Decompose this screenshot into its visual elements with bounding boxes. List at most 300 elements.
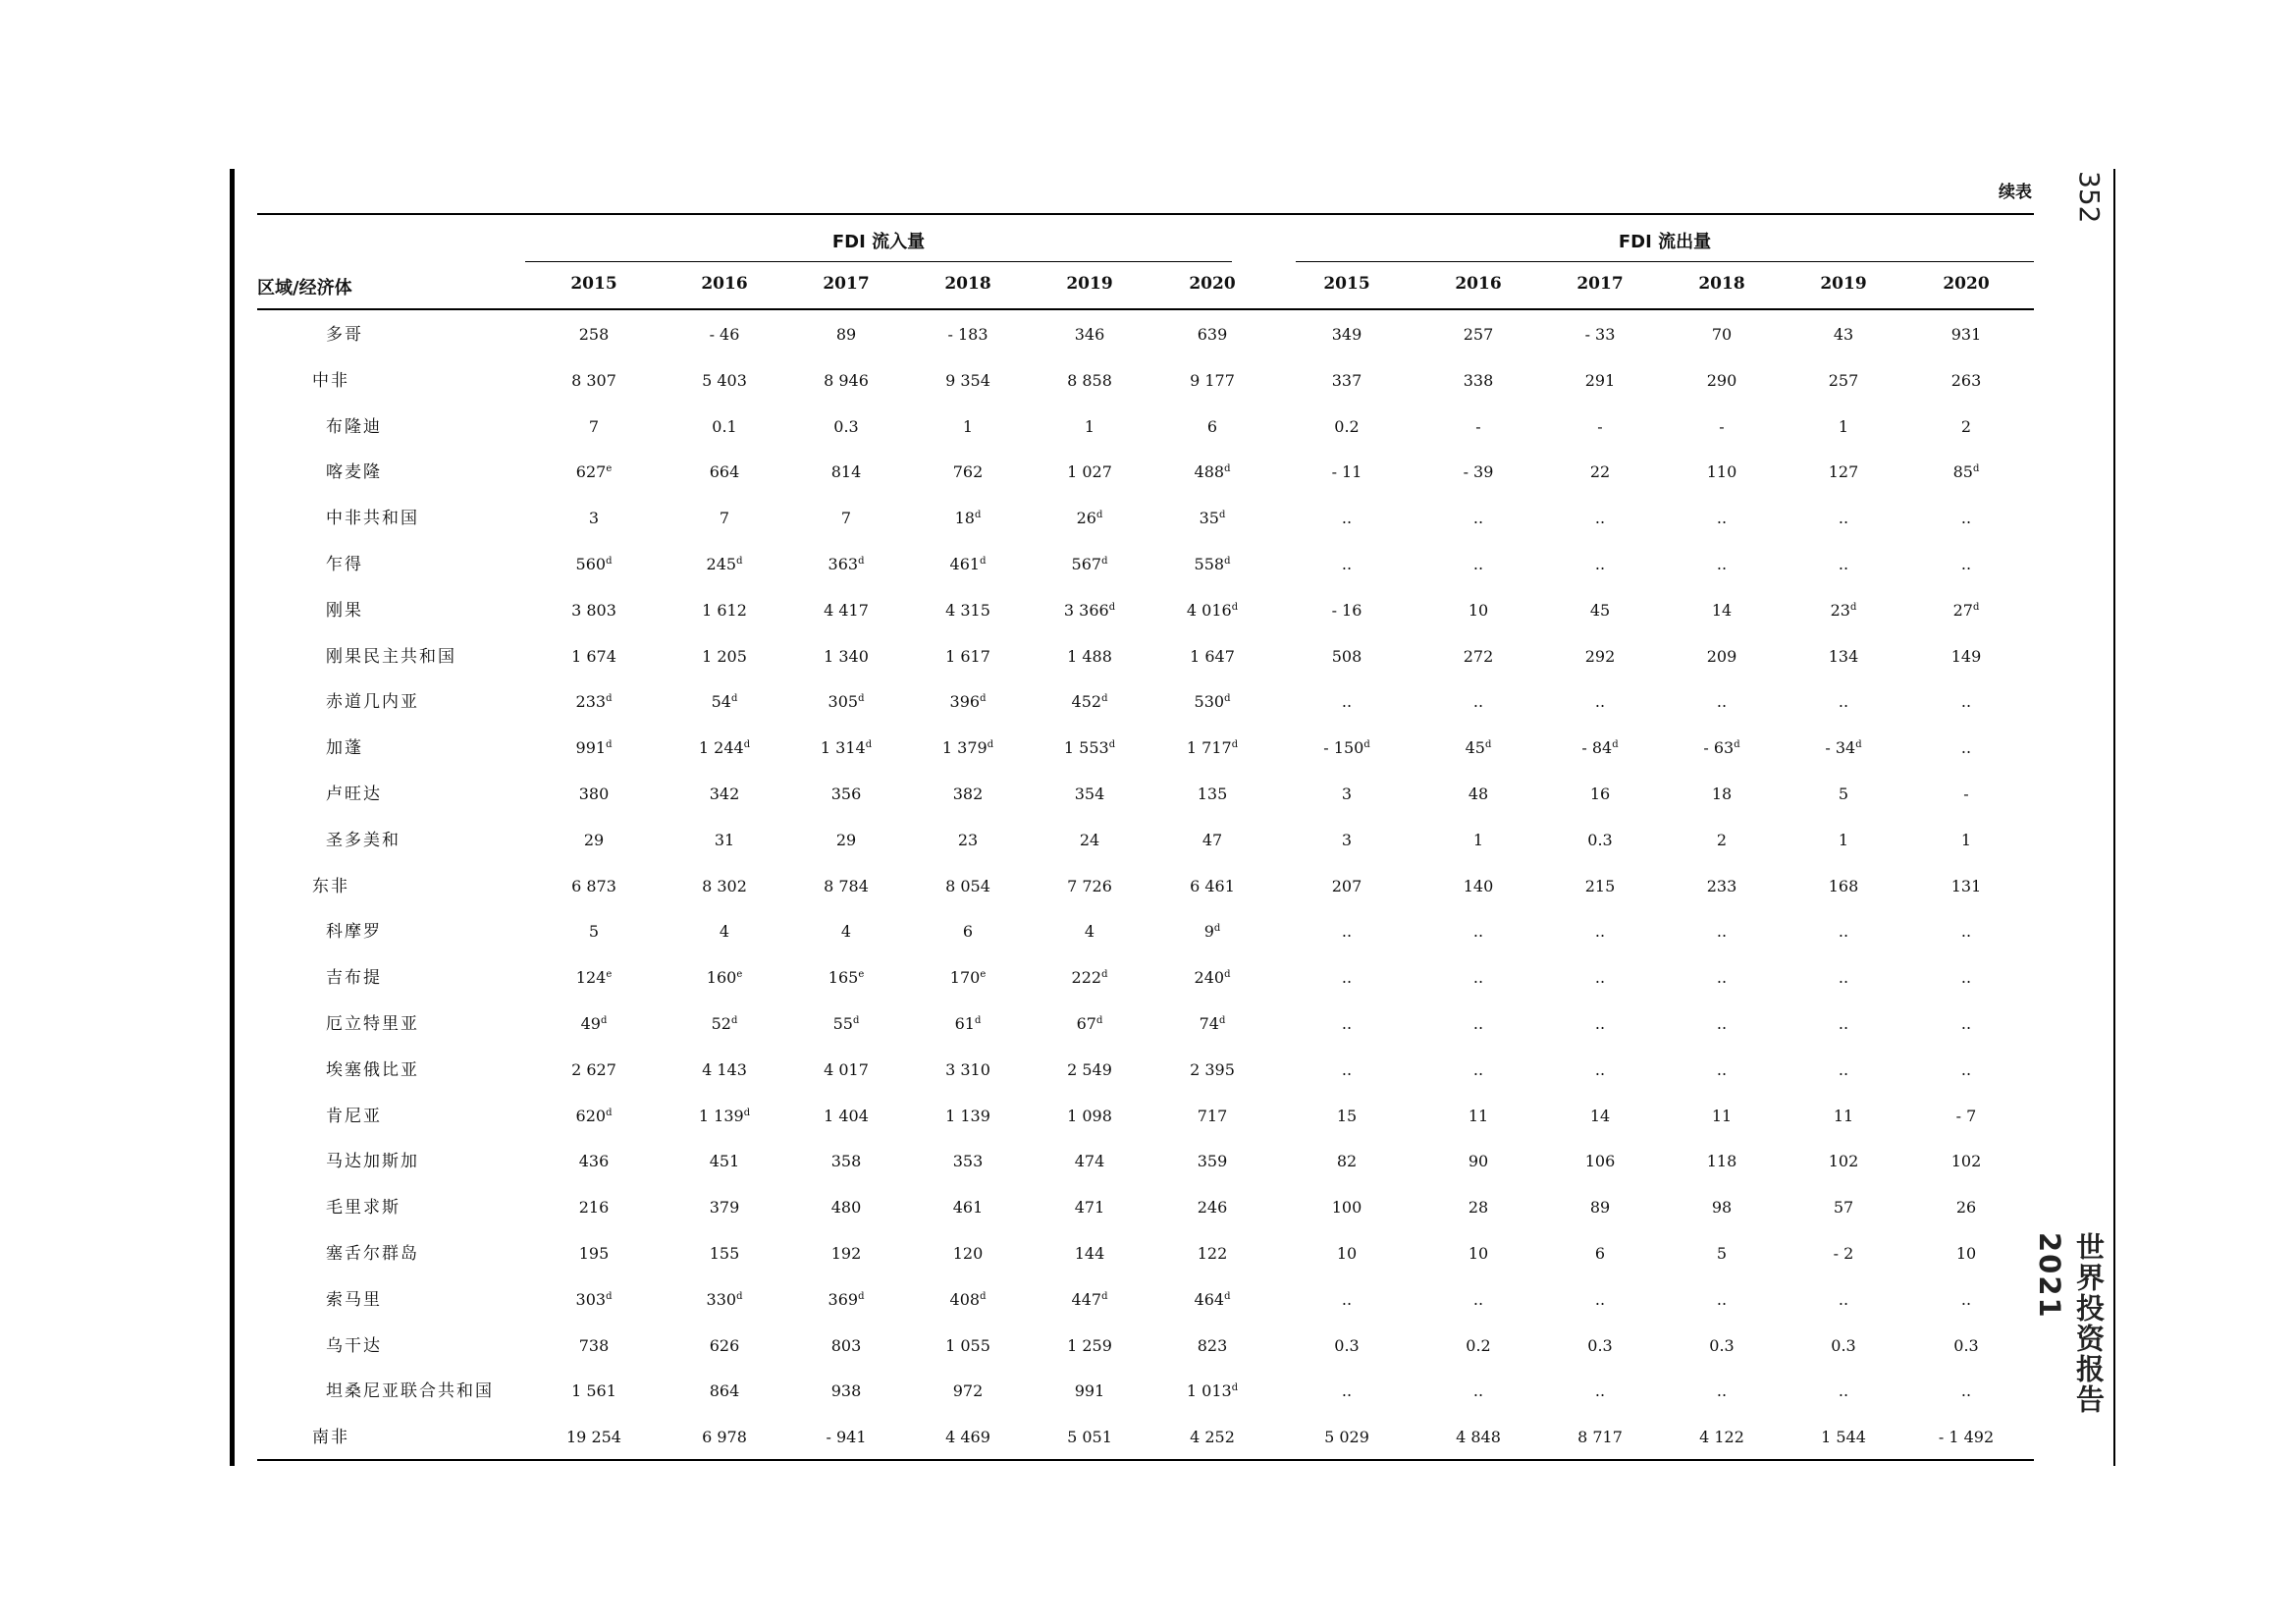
footnote-marker: d	[858, 693, 865, 705]
cell-value: ..	[1716, 1289, 1728, 1309]
inflow-value-cell	[680, 1326, 769, 1366]
inflow-value-cell	[1045, 729, 1134, 768]
cell-value: 4 848	[1456, 1428, 1501, 1447]
cell-value: 353	[952, 1152, 984, 1171]
table-row	[0, 315, 2296, 354]
footnote-marker: d	[1231, 1382, 1239, 1394]
outflow-value-cell	[1434, 1280, 1522, 1320]
outflow-value-cell	[1922, 1418, 2010, 1457]
outflow-value-cell	[1303, 315, 1391, 354]
cell-value: ..	[1716, 1381, 1728, 1401]
economy-name: 赤道几内亚	[326, 692, 419, 713]
outflow-value-cell	[1303, 821, 1391, 860]
outflow-value-cell	[1678, 1234, 1766, 1273]
outflow-value-cell	[1303, 591, 1391, 630]
inflow-value-cell	[680, 591, 769, 630]
outflow-value-cell	[1556, 1280, 1644, 1320]
cell-value: 396	[949, 692, 981, 712]
cell-value: - 11	[1331, 462, 1362, 482]
outflow-value-cell	[1434, 1326, 1522, 1366]
inflow-value-cell	[1168, 453, 1256, 492]
cell-value: 5 029	[1324, 1428, 1369, 1447]
outflow-value-cell	[1556, 1097, 1644, 1136]
cell-value: 48	[1468, 785, 1489, 803]
footnote-marker: d	[730, 1015, 738, 1026]
footnote-marker: d	[1231, 601, 1239, 613]
outflow-value-cell	[1799, 453, 1888, 492]
cell-value: 14	[1711, 600, 1733, 620]
outflow-value-cell	[1922, 545, 2010, 584]
cell-value: 1	[1084, 416, 1095, 436]
inflow-value-cell	[550, 1097, 638, 1136]
outflow-year-header: 2016	[1455, 274, 1502, 294]
economy-name: 乍得	[326, 555, 363, 574]
inflow-year-header: 2016	[701, 274, 748, 294]
inflow-value-cell	[1045, 407, 1134, 447]
footnote-marker: d	[980, 693, 987, 705]
footnote-marker: d	[606, 1107, 613, 1118]
inflow-value-cell	[1168, 958, 1256, 998]
footnote-marker: e	[980, 969, 987, 981]
outflow-value-cell	[1799, 1418, 1888, 1457]
cell-value: 131	[1950, 876, 1982, 895]
outflow-value-cell	[1678, 545, 1766, 584]
inflow-value-cell	[1045, 1280, 1134, 1320]
outflow-value-cell	[1678, 1142, 1766, 1181]
outflow-value-cell	[1434, 453, 1522, 492]
inflow-value-cell	[802, 1142, 890, 1181]
cell-value: 1 553	[1063, 738, 1109, 758]
inflow-value-cell	[924, 867, 1012, 906]
outflow-value-cell	[1434, 315, 1522, 354]
cell-value: 762	[952, 462, 984, 482]
cell-value: 0.3	[1709, 1335, 1735, 1355]
outflow-value-cell	[1678, 1326, 1766, 1366]
cell-value: 342	[709, 785, 740, 803]
cell-value: 2 395	[1190, 1059, 1235, 1079]
cell-value: 7 726	[1067, 876, 1112, 895]
cell-value: 49	[580, 1014, 601, 1033]
inflow-value-cell	[1045, 545, 1134, 584]
inflow-value-cell	[680, 361, 769, 401]
cell-value: -	[1475, 416, 1481, 436]
outflow-value-cell	[1556, 361, 1644, 401]
header-bottom-rule	[257, 308, 2034, 310]
cell-value: 1 259	[1067, 1335, 1112, 1355]
table-row	[0, 1234, 2296, 1273]
cell-value: - 63	[1703, 738, 1735, 758]
cell-value: 1 404	[824, 1106, 869, 1125]
economy-name: 中非共和国	[326, 509, 419, 529]
outflow-value-cell	[1556, 958, 1644, 998]
outflow-value-cell	[1678, 867, 1766, 906]
inflow-value-cell	[802, 821, 890, 860]
cell-value: 1 055	[945, 1335, 990, 1355]
cell-value: ..	[1594, 509, 1606, 528]
inflow-value-cell	[550, 867, 638, 906]
footnote-marker: d	[987, 739, 994, 751]
cell-value: ..	[1594, 1014, 1606, 1033]
outflow-value-cell	[1556, 1004, 1644, 1044]
inflow-value-cell	[1168, 407, 1256, 447]
cell-value: 16	[1589, 785, 1611, 803]
inflow-value-cell	[550, 1418, 638, 1457]
cell-value: 100	[1331, 1198, 1362, 1218]
cell-value: 0.3	[1334, 1335, 1360, 1355]
inflow-value-cell	[1045, 591, 1134, 630]
outflow-value-cell	[1303, 1418, 1391, 1457]
cell-value: ..	[1838, 1014, 1849, 1033]
footnote-marker: d	[743, 1107, 751, 1118]
outflow-value-cell	[1434, 1234, 1522, 1273]
inflow-value-cell	[1045, 912, 1134, 951]
cell-value: ..	[1594, 692, 1606, 712]
inflow-value-cell	[1168, 1097, 1256, 1136]
cell-value: 120	[952, 1244, 984, 1263]
inflow-value-cell	[802, 315, 890, 354]
cell-value: 814	[830, 462, 862, 482]
inflow-value-cell	[924, 821, 1012, 860]
inflow-value-cell	[550, 591, 638, 630]
cell-value: ..	[1960, 1014, 1972, 1033]
cell-value: 4 417	[824, 600, 869, 620]
inflow-value-cell	[680, 867, 769, 906]
cell-value: - 150	[1323, 738, 1364, 758]
cell-value: 257	[1463, 325, 1494, 344]
cell-value: 9 354	[945, 370, 990, 390]
cell-value: 567	[1071, 555, 1102, 573]
cell-value: 47	[1201, 830, 1223, 849]
cell-value: 864	[709, 1381, 740, 1401]
inflow-value-cell	[680, 1097, 769, 1136]
cell-value: 29	[835, 830, 857, 849]
inflow-value-cell	[1168, 361, 1256, 401]
inflow-value-cell	[802, 958, 890, 998]
cell-value: 0.1	[712, 416, 737, 436]
inflow-value-cell	[1045, 1326, 1134, 1366]
outflow-value-cell	[1922, 453, 2010, 492]
cell-value: 471	[1074, 1198, 1105, 1218]
outflow-value-cell	[1303, 1326, 1391, 1366]
inflow-value-cell	[1045, 361, 1134, 401]
cell-value: 1	[1472, 830, 1484, 849]
inflow-value-cell	[802, 775, 890, 814]
cell-value: 447	[1071, 1289, 1102, 1309]
cell-value: 67	[1076, 1014, 1096, 1033]
inflow-value-cell	[802, 1004, 890, 1044]
footnote-marker: d	[1484, 739, 1492, 751]
outflow-value-cell	[1434, 682, 1522, 722]
table-row	[0, 1280, 2296, 1320]
outflow-value-cell	[1678, 591, 1766, 630]
inflow-value-cell	[680, 407, 769, 447]
inflow-value-cell	[1045, 1142, 1134, 1181]
footnote-marker: d	[736, 1290, 743, 1302]
cell-value: 358	[830, 1152, 862, 1171]
cell-value: 102	[1950, 1152, 1982, 1171]
cell-value: 972	[952, 1381, 984, 1401]
cell-value: 45	[1465, 738, 1485, 758]
inflow-value-cell	[1045, 499, 1134, 538]
table-row	[0, 1097, 2296, 1136]
outflow-value-cell	[1678, 1418, 1766, 1457]
inflow-value-cell	[1045, 453, 1134, 492]
inflow-value-cell	[680, 775, 769, 814]
cell-value: 170	[949, 968, 981, 988]
inflow-value-cell	[550, 637, 638, 677]
outflow-value-cell	[1922, 682, 2010, 722]
outflow-value-cell	[1799, 1004, 1888, 1044]
cell-value: 124	[575, 968, 607, 988]
economy-name: 多哥	[326, 325, 363, 345]
inflow-value-cell	[1045, 1004, 1134, 1044]
inflow-value-cell	[924, 1326, 1012, 1366]
cell-value: 6 873	[571, 876, 616, 895]
cell-value: 55	[832, 1014, 853, 1033]
cell-value: 738	[578, 1335, 610, 1355]
cell-value: 4 016	[1186, 600, 1232, 620]
cell-value: 258	[578, 325, 610, 344]
footnote-marker: d	[600, 1015, 608, 1026]
footnote-marker: d	[980, 1290, 987, 1302]
outflow-value-cell	[1922, 867, 2010, 906]
outflow-value-cell	[1434, 729, 1522, 768]
footnote-marker: d	[1224, 969, 1231, 981]
inflow-group-rule	[525, 261, 1232, 262]
footnote-marker: d	[1101, 969, 1108, 981]
outflow-value-cell	[1678, 1372, 1766, 1411]
cell-value: 2	[1716, 830, 1728, 849]
inflow-value-cell	[1168, 867, 1256, 906]
cell-value: 452	[1071, 692, 1102, 712]
table-row	[0, 729, 2296, 768]
inflow-value-cell	[680, 453, 769, 492]
inflow-year-header: 2017	[823, 274, 870, 294]
footnote-marker: e	[858, 969, 865, 981]
cell-value: ..	[1716, 555, 1728, 573]
inflow-value-cell	[550, 1142, 638, 1181]
cell-value: 6	[1594, 1244, 1606, 1263]
cell-value: ..	[1472, 509, 1484, 528]
table-bottom-rule	[257, 1459, 2034, 1461]
cell-value: 1 205	[702, 646, 747, 666]
cell-value: 89	[1589, 1198, 1611, 1218]
cell-value: 0.3	[1953, 1335, 1979, 1355]
cell-value: 245	[706, 555, 737, 573]
cell-value: 931	[1950, 325, 1982, 344]
inflow-value-cell	[802, 637, 890, 677]
outflow-value-cell	[1434, 361, 1522, 401]
footnote-marker: d	[1101, 1290, 1108, 1302]
cell-value: 165	[828, 968, 859, 988]
outflow-value-cell	[1799, 407, 1888, 447]
outflow-value-cell	[1799, 729, 1888, 768]
outflow-year-header: 2015	[1323, 274, 1370, 294]
inflow-value-cell	[550, 1004, 638, 1044]
outflow-value-cell	[1556, 1234, 1644, 1273]
inflow-value-cell	[680, 729, 769, 768]
table-top-rule	[257, 213, 2034, 215]
outflow-value-cell	[1434, 1004, 1522, 1044]
cell-value: 5 051	[1067, 1428, 1112, 1447]
cell-value: ..	[1472, 555, 1484, 573]
footnote-marker: d	[730, 693, 738, 705]
cell-value: 22	[1589, 462, 1611, 482]
cell-value: ..	[1472, 692, 1484, 712]
inflow-value-cell	[802, 912, 890, 951]
footnote-marker: d	[1849, 601, 1857, 613]
cell-value: ..	[1341, 1014, 1353, 1033]
economy-name: 南非	[312, 1428, 349, 1448]
outflow-value-cell	[1303, 361, 1391, 401]
cell-value: 10	[1468, 600, 1489, 620]
cell-value: ..	[1716, 509, 1728, 528]
footnote-marker: d	[1095, 510, 1103, 521]
inflow-value-cell	[550, 361, 638, 401]
inflow-value-cell	[680, 1188, 769, 1227]
cell-value: 823	[1197, 1335, 1228, 1355]
outflow-value-cell	[1678, 1051, 1766, 1090]
inflow-value-cell	[1045, 958, 1134, 998]
cell-value: 1 674	[571, 646, 616, 666]
cell-value: 1 544	[1821, 1428, 1866, 1447]
footnote-marker: d	[1224, 1290, 1231, 1302]
footnote-marker: d	[606, 693, 613, 705]
cell-value: 14	[1589, 1106, 1611, 1125]
inflow-value-cell	[924, 729, 1012, 768]
outflow-value-cell	[1678, 1188, 1766, 1227]
cell-value: 474	[1074, 1152, 1105, 1171]
outflow-value-cell	[1303, 729, 1391, 768]
cell-value: 1 612	[702, 600, 747, 620]
economy-name: 马达加斯加	[326, 1152, 419, 1172]
cell-value: 52	[711, 1014, 731, 1033]
outflow-value-cell	[1799, 682, 1888, 722]
inflow-value-cell	[924, 361, 1012, 401]
table-row	[0, 545, 2296, 584]
inflow-value-cell	[924, 1188, 1012, 1227]
outflow-value-cell	[1303, 1372, 1391, 1411]
outflow-value-cell	[1303, 1097, 1391, 1136]
inflow-value-cell	[550, 1326, 638, 1366]
outflow-value-cell	[1303, 1051, 1391, 1090]
cell-value: ..	[1716, 968, 1728, 988]
inflow-value-cell	[1168, 821, 1256, 860]
outflow-value-cell	[1556, 545, 1644, 584]
cell-value: ..	[1594, 968, 1606, 988]
cell-value: 110	[1706, 462, 1737, 482]
cell-value: 938	[830, 1381, 862, 1401]
cell-value: 1	[1838, 830, 1849, 849]
cell-value: 664	[709, 462, 740, 482]
cell-value: 451	[709, 1152, 740, 1171]
outflow-value-cell	[1678, 453, 1766, 492]
inflow-value-cell	[802, 729, 890, 768]
cell-value: 1 244	[698, 738, 744, 758]
outflow-value-cell	[1434, 912, 1522, 951]
cell-value: 330	[706, 1289, 737, 1309]
outflow-value-cell	[1799, 1097, 1888, 1136]
inflow-value-cell	[680, 1418, 769, 1457]
cell-value: 216	[578, 1198, 610, 1218]
cell-value: 1 098	[1067, 1106, 1112, 1125]
outflow-value-cell	[1556, 912, 1644, 951]
outflow-value-cell	[1799, 1280, 1888, 1320]
cell-value: 1	[1960, 830, 1972, 849]
inflow-value-cell	[550, 545, 638, 584]
inflow-value-cell	[550, 821, 638, 860]
inflow-value-cell	[550, 1234, 638, 1273]
inflow-value-cell	[550, 1051, 638, 1090]
cell-value: 61	[954, 1014, 975, 1033]
cell-value: -	[1719, 416, 1725, 436]
inflow-value-cell	[802, 1280, 890, 1320]
outflow-value-cell	[1556, 1188, 1644, 1227]
outflow-value-cell	[1922, 821, 2010, 860]
outflow-value-cell	[1799, 499, 1888, 538]
cell-value: 3 803	[571, 600, 616, 620]
outflow-value-cell	[1678, 407, 1766, 447]
cell-value: 4	[719, 922, 730, 942]
outflow-value-cell	[1556, 775, 1644, 814]
cell-value: - 1 492	[1938, 1428, 1995, 1447]
outflow-value-cell	[1922, 1372, 2010, 1411]
economy-name: 刚果	[326, 600, 363, 621]
outflow-value-cell	[1799, 1051, 1888, 1090]
inflow-value-cell	[802, 499, 890, 538]
inflow-value-cell	[680, 1234, 769, 1273]
outflow-group-header: FDI 流出量	[1618, 232, 1712, 252]
outflow-value-cell	[1922, 775, 2010, 814]
cell-value: 8 054	[945, 876, 990, 895]
cell-value: 8 784	[824, 876, 869, 895]
inflow-value-cell	[802, 682, 890, 722]
inflow-value-cell	[802, 361, 890, 401]
outflow-value-cell	[1303, 407, 1391, 447]
outflow-value-cell	[1556, 591, 1644, 630]
outflow-value-cell	[1799, 775, 1888, 814]
outflow-value-cell	[1678, 958, 1766, 998]
outflow-value-cell	[1434, 1418, 1522, 1457]
inflow-value-cell	[1168, 1051, 1256, 1090]
table-row	[0, 1372, 2296, 1411]
outflow-value-cell	[1922, 912, 2010, 951]
cell-value: 23	[1830, 600, 1850, 620]
cell-value: 991	[575, 738, 607, 758]
footnote-marker: d	[1108, 601, 1116, 613]
cell-value: 54	[711, 692, 731, 712]
cell-value: 4 143	[702, 1059, 747, 1079]
cell-value: ..	[1472, 1289, 1484, 1309]
inflow-value-cell	[680, 637, 769, 677]
inflow-value-cell	[924, 1142, 1012, 1181]
inflow-value-cell	[1168, 1142, 1256, 1181]
cell-value: 149	[1950, 646, 1982, 666]
cell-value: 305	[828, 692, 859, 712]
inflow-value-cell	[1168, 1280, 1256, 1320]
outflow-value-cell	[1799, 821, 1888, 860]
table-row	[0, 591, 2296, 630]
outflow-value-cell	[1556, 407, 1644, 447]
cell-value: 85	[1952, 462, 1973, 482]
cell-value: ..	[1838, 1059, 1849, 1079]
inflow-value-cell	[1045, 637, 1134, 677]
cell-value: ..	[1716, 1014, 1728, 1033]
cell-value: 461	[952, 1198, 984, 1218]
outflow-value-cell	[1434, 545, 1522, 584]
inflow-value-cell	[924, 453, 1012, 492]
cell-value: 3 366	[1063, 600, 1109, 620]
